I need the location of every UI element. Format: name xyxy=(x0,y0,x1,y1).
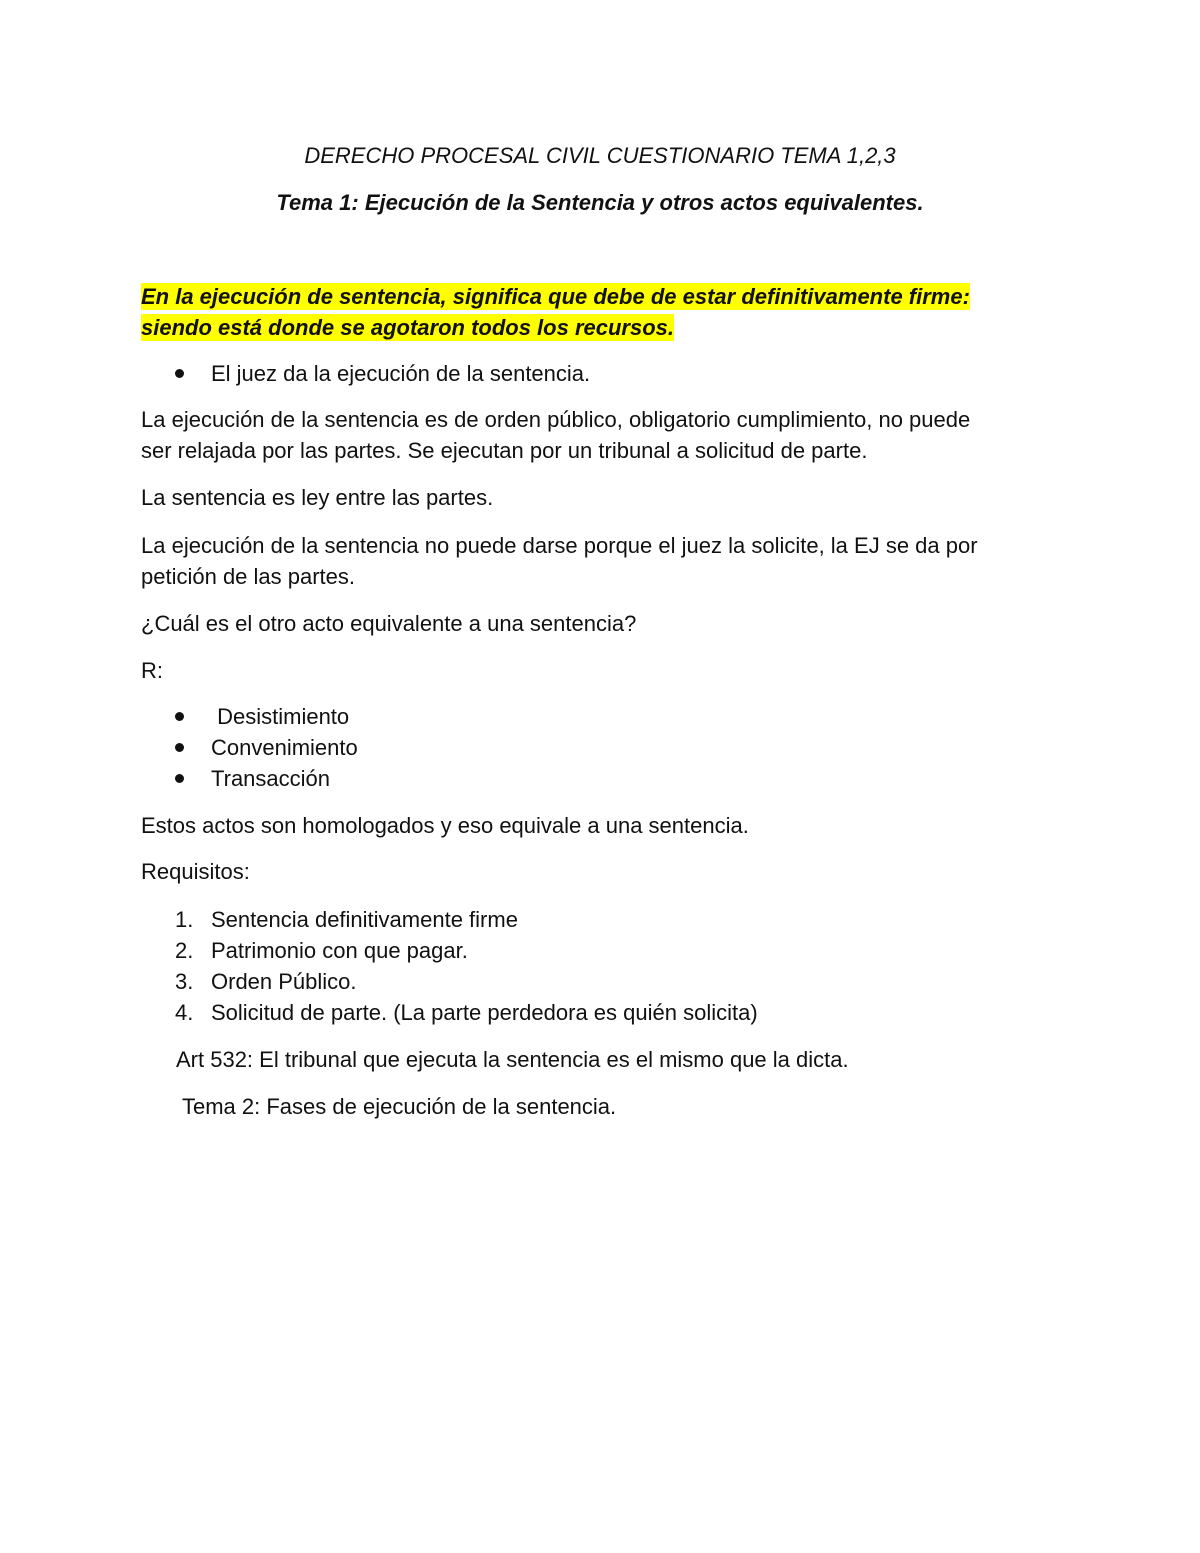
list-number: 4. xyxy=(175,1000,194,1025)
document-subtitle: Tema 1: Ejecución de la Sentencia y otros actos equivalentes. xyxy=(276,190,924,215)
list-item xyxy=(173,997,758,1028)
paragraph-line: petición de las partes. xyxy=(141,564,356,589)
highlighted-line-2: siendo está donde se agotaron todos los recursos. xyxy=(141,315,675,340)
list-item-text: Solicitud de parte. (La parte perdedora es quién solicita) xyxy=(211,1000,758,1025)
list-item-text: Orden Público. xyxy=(211,969,357,994)
list-item xyxy=(173,904,758,935)
paragraph-line: La ejecución de la sentencia no puede darse porque el juez la solicite, la EJ se da por xyxy=(141,533,978,558)
answer-label: R: xyxy=(141,658,163,683)
list-item-text: Sentencia definitivamente firme xyxy=(211,907,518,932)
question-text: ¿Cuál es el otro acto equivalente a una sentencia? xyxy=(141,611,637,636)
paragraph-art-532: Art 532: El tribunal que ejecuta la sentencia es el mismo que la dicta. xyxy=(176,1047,849,1072)
list-item-text: Transacción xyxy=(211,766,331,791)
paragraph-peticion xyxy=(141,530,1051,592)
paragraph-line: ser relajada por las partes. Se ejecutan por un tribunal a solicitud de parte. xyxy=(141,438,868,463)
list-item-text: Convenimiento xyxy=(211,735,358,760)
highlighted-line-1: En la ejecución de sentencia, significa que debe de estar definitivamente firme: xyxy=(141,284,970,309)
list-number: 1. xyxy=(175,907,194,932)
document-title: DERECHO PROCESAL CIVIL CUESTIONARIO TEMA 1,2,3 xyxy=(304,143,896,168)
bullet-icon xyxy=(175,712,184,721)
list-item-text: El juez da la ejecución de la sentencia. xyxy=(211,361,591,386)
bullet-icon xyxy=(175,369,184,378)
bullet-list-actos xyxy=(173,701,358,794)
requisitos-label: Requisitos: xyxy=(141,859,250,884)
list-item xyxy=(173,732,358,763)
list-number: 2. xyxy=(175,938,194,963)
paragraph-ley: La sentencia es ley entre las partes. xyxy=(141,485,494,510)
list-item xyxy=(173,935,758,966)
list-item-text: Desistimiento xyxy=(211,704,350,729)
list-number: 3. xyxy=(175,969,194,994)
bullet-icon xyxy=(175,743,184,752)
list-item xyxy=(173,358,590,389)
paragraph-orden-publico xyxy=(141,404,1051,466)
list-item xyxy=(173,701,358,732)
highlighted-statement xyxy=(141,281,1051,343)
list-item xyxy=(173,966,758,997)
list-item xyxy=(173,763,358,794)
paragraph-homologados: Estos actos son homologados y eso equivale a una sentencia. xyxy=(141,813,749,838)
bullet-icon xyxy=(175,774,184,783)
paragraph-line: La ejecución de la sentencia es de orden público, obligatorio cumplimiento, no puede xyxy=(141,407,971,432)
paragraph-tema-2: Tema 2: Fases de ejecución de la sentencia. xyxy=(182,1094,617,1119)
requisitos-list xyxy=(173,904,758,1028)
list-item-text: Patrimonio con que pagar. xyxy=(211,938,468,963)
bullet-list-juez xyxy=(173,358,590,389)
